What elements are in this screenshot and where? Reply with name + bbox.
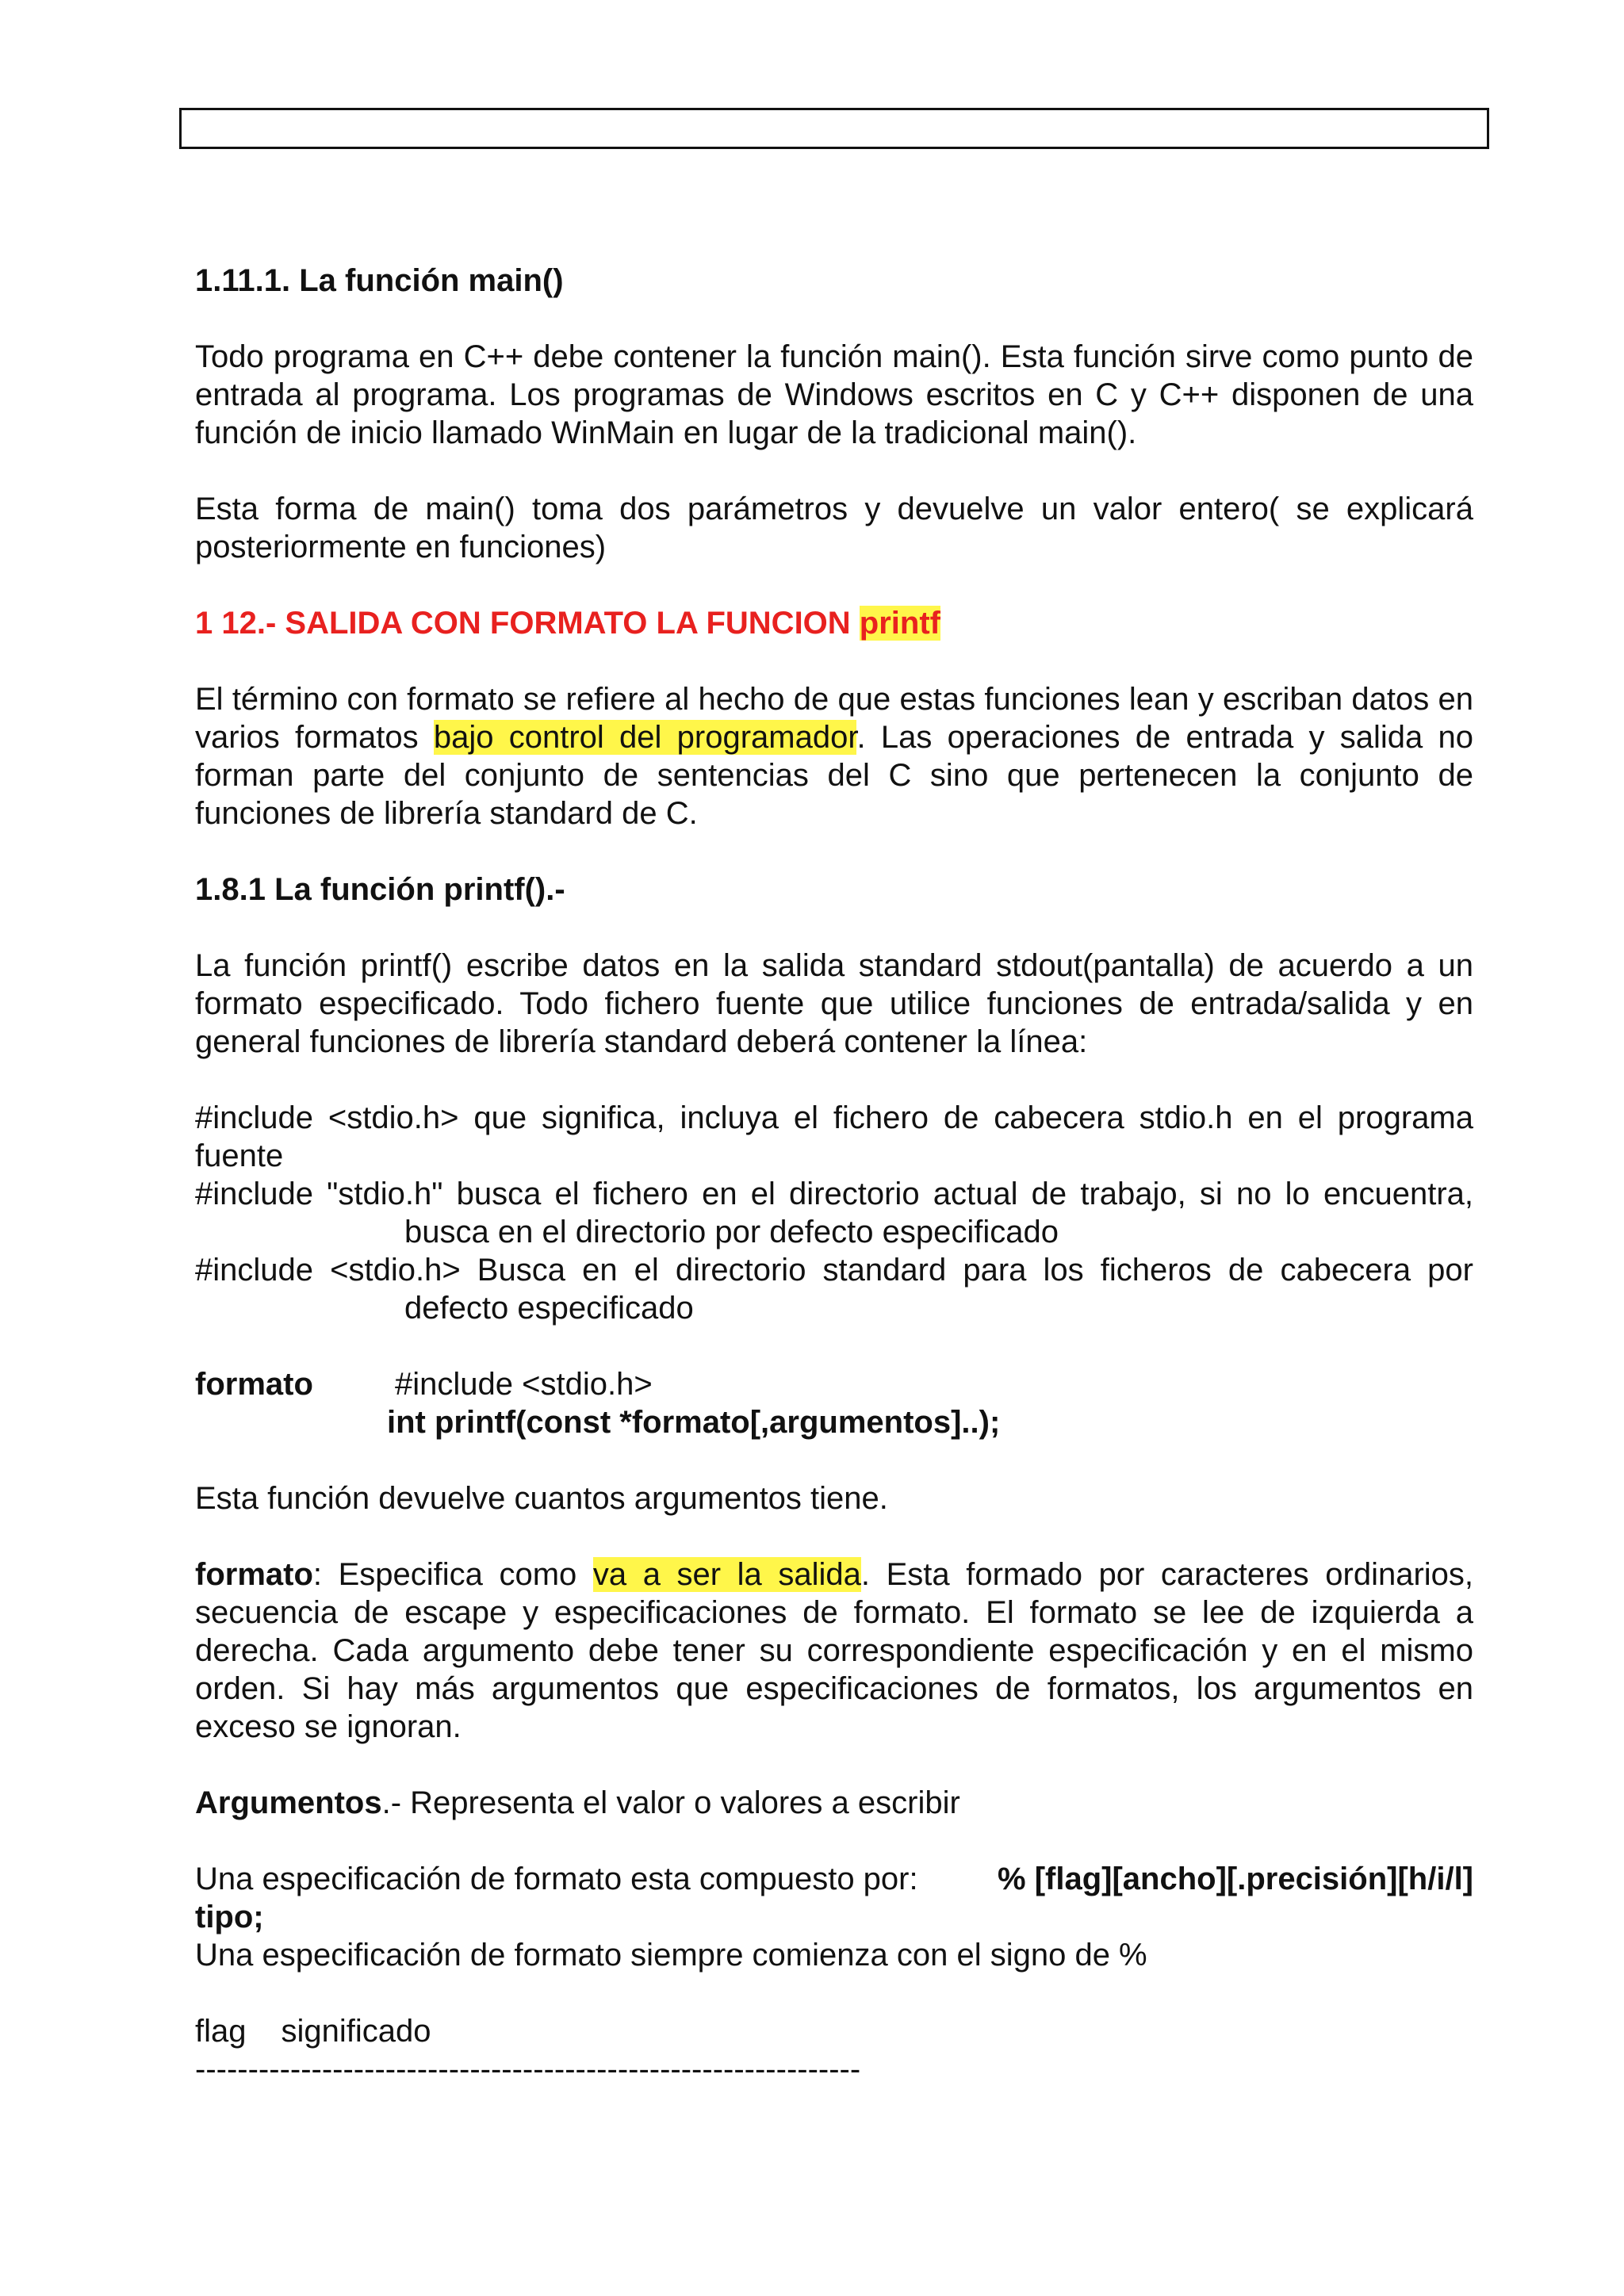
paragraph-formato-desc xyxy=(195,1556,1473,1746)
spec-syntax-end: tipo; xyxy=(195,1900,264,1934)
section-heading-printf-fn: 1.8.1 La función printf().- xyxy=(195,872,565,907)
formato-intro-text-a: El término con formato se refiere al hecho de que estas funciones lean y escriban datos en varios formatos xyxy=(195,682,1473,755)
flag-table-header xyxy=(195,2012,1473,2050)
spec-syntax: % [flag][ancho][.precisión][h/i/l] xyxy=(998,1862,1473,1896)
formato-code-include: #include <stdio.h> xyxy=(395,1367,653,1402)
formato-intro-highlight: bajo control del programador xyxy=(433,720,857,755)
significado-column-header: significado xyxy=(281,2014,431,2049)
paragraph-argumentos xyxy=(195,1784,1473,1822)
include-line-2a: #include "stdio.h" busca el fichero en el directorio actual de trabajo, si no lo encuentra, xyxy=(195,1177,1473,1211)
formato-code-label: formato xyxy=(195,1367,313,1402)
spec-definition-row xyxy=(195,1860,1473,1898)
section-heading-printf xyxy=(195,604,1473,642)
paragraph-main-intro: Todo programa en C++ debe contener la función main(). Esta función sirve como punto de entrada al programa. Los programas de Windows escritos en C y C++ disponen de una función de inicio llamado WinMain en lugar de la tradicional main(). xyxy=(195,339,1473,450)
formato-desc-highlight: va a ser la salida xyxy=(592,1557,861,1592)
paragraph-formato-intro xyxy=(195,680,1473,832)
table-rule: --------------------------------------------------------------- xyxy=(195,2052,861,2087)
spec-definition-text: Una especificación de formato esta compuesto por: xyxy=(195,1862,918,1896)
formato-desc-text-a: : Especifica como xyxy=(312,1557,593,1592)
include-line-2b: busca en el directorio por defecto especificado xyxy=(404,1215,1059,1249)
argumentos-desc: .- Representa el valor o valores a escribir xyxy=(381,1785,960,1820)
formato-desc-text-b: . Esta formado por caracteres ordinarios, secuencia de escape y especificaciones de formato. El formato se lee de izquierda a derecha. Cada argumento debe tener su correspondiente especificación y en el mismo orden. Si hay más argumentos que especificaciones de formatos, los argumentos en exceso se ignoran. xyxy=(195,1557,1474,1744)
formato-intro-text-b: . Las operaciones de entrada y salida no forman parte del conjunto de sentencias del C sino que pertenecen la conjunto de funciones de librería standard de C. xyxy=(195,720,1473,831)
paragraph-main-params: Esta forma de main() toma dos parámetros y devuelve un valor entero( se explicará posteriormente en funciones) xyxy=(195,492,1473,564)
flag-column-header: flag xyxy=(195,2014,247,2049)
formato-code-prototype: int printf(const *formato[,argumentos]..); xyxy=(387,1405,1001,1440)
paragraph-printf-desc: La función printf() escribe datos en la salida standard stdout(pantalla) de acuerdo a un formato especificado. Todo fichero fuente que utilice funciones de entrada/salida y en general funciones de librería standard deberá contener la línea: xyxy=(195,948,1473,1059)
page-header-box xyxy=(179,108,1489,149)
formato-desc-label: formato xyxy=(195,1557,313,1592)
spec-start-note: Una especificación de formato siempre comienza con el signo de % xyxy=(195,1938,1147,1973)
formato-code-line-1 xyxy=(195,1365,1473,1403)
section-heading-main: 1.11.1. La función main() xyxy=(195,263,564,298)
include-line-1: #include <stdio.h> que significa, incluya el fichero de cabecera stdio.h en el programa fuente xyxy=(195,1100,1473,1173)
heading-printf-text: 1 12.- SALIDA CON FORMATO LA FUNCION xyxy=(195,606,860,641)
include-line-3a: #include <stdio.h> Busca en el directorio standard para los ficheros de cabecera por xyxy=(195,1253,1473,1288)
document-body xyxy=(195,262,1473,2088)
include-line-3b: defecto especificado xyxy=(404,1291,694,1326)
heading-printf-highlight: printf xyxy=(859,606,940,641)
paragraph-return-value: Esta función devuelve cuantos argumentos tiene. xyxy=(195,1481,888,1516)
argumentos-label: Argumentos xyxy=(195,1785,382,1820)
